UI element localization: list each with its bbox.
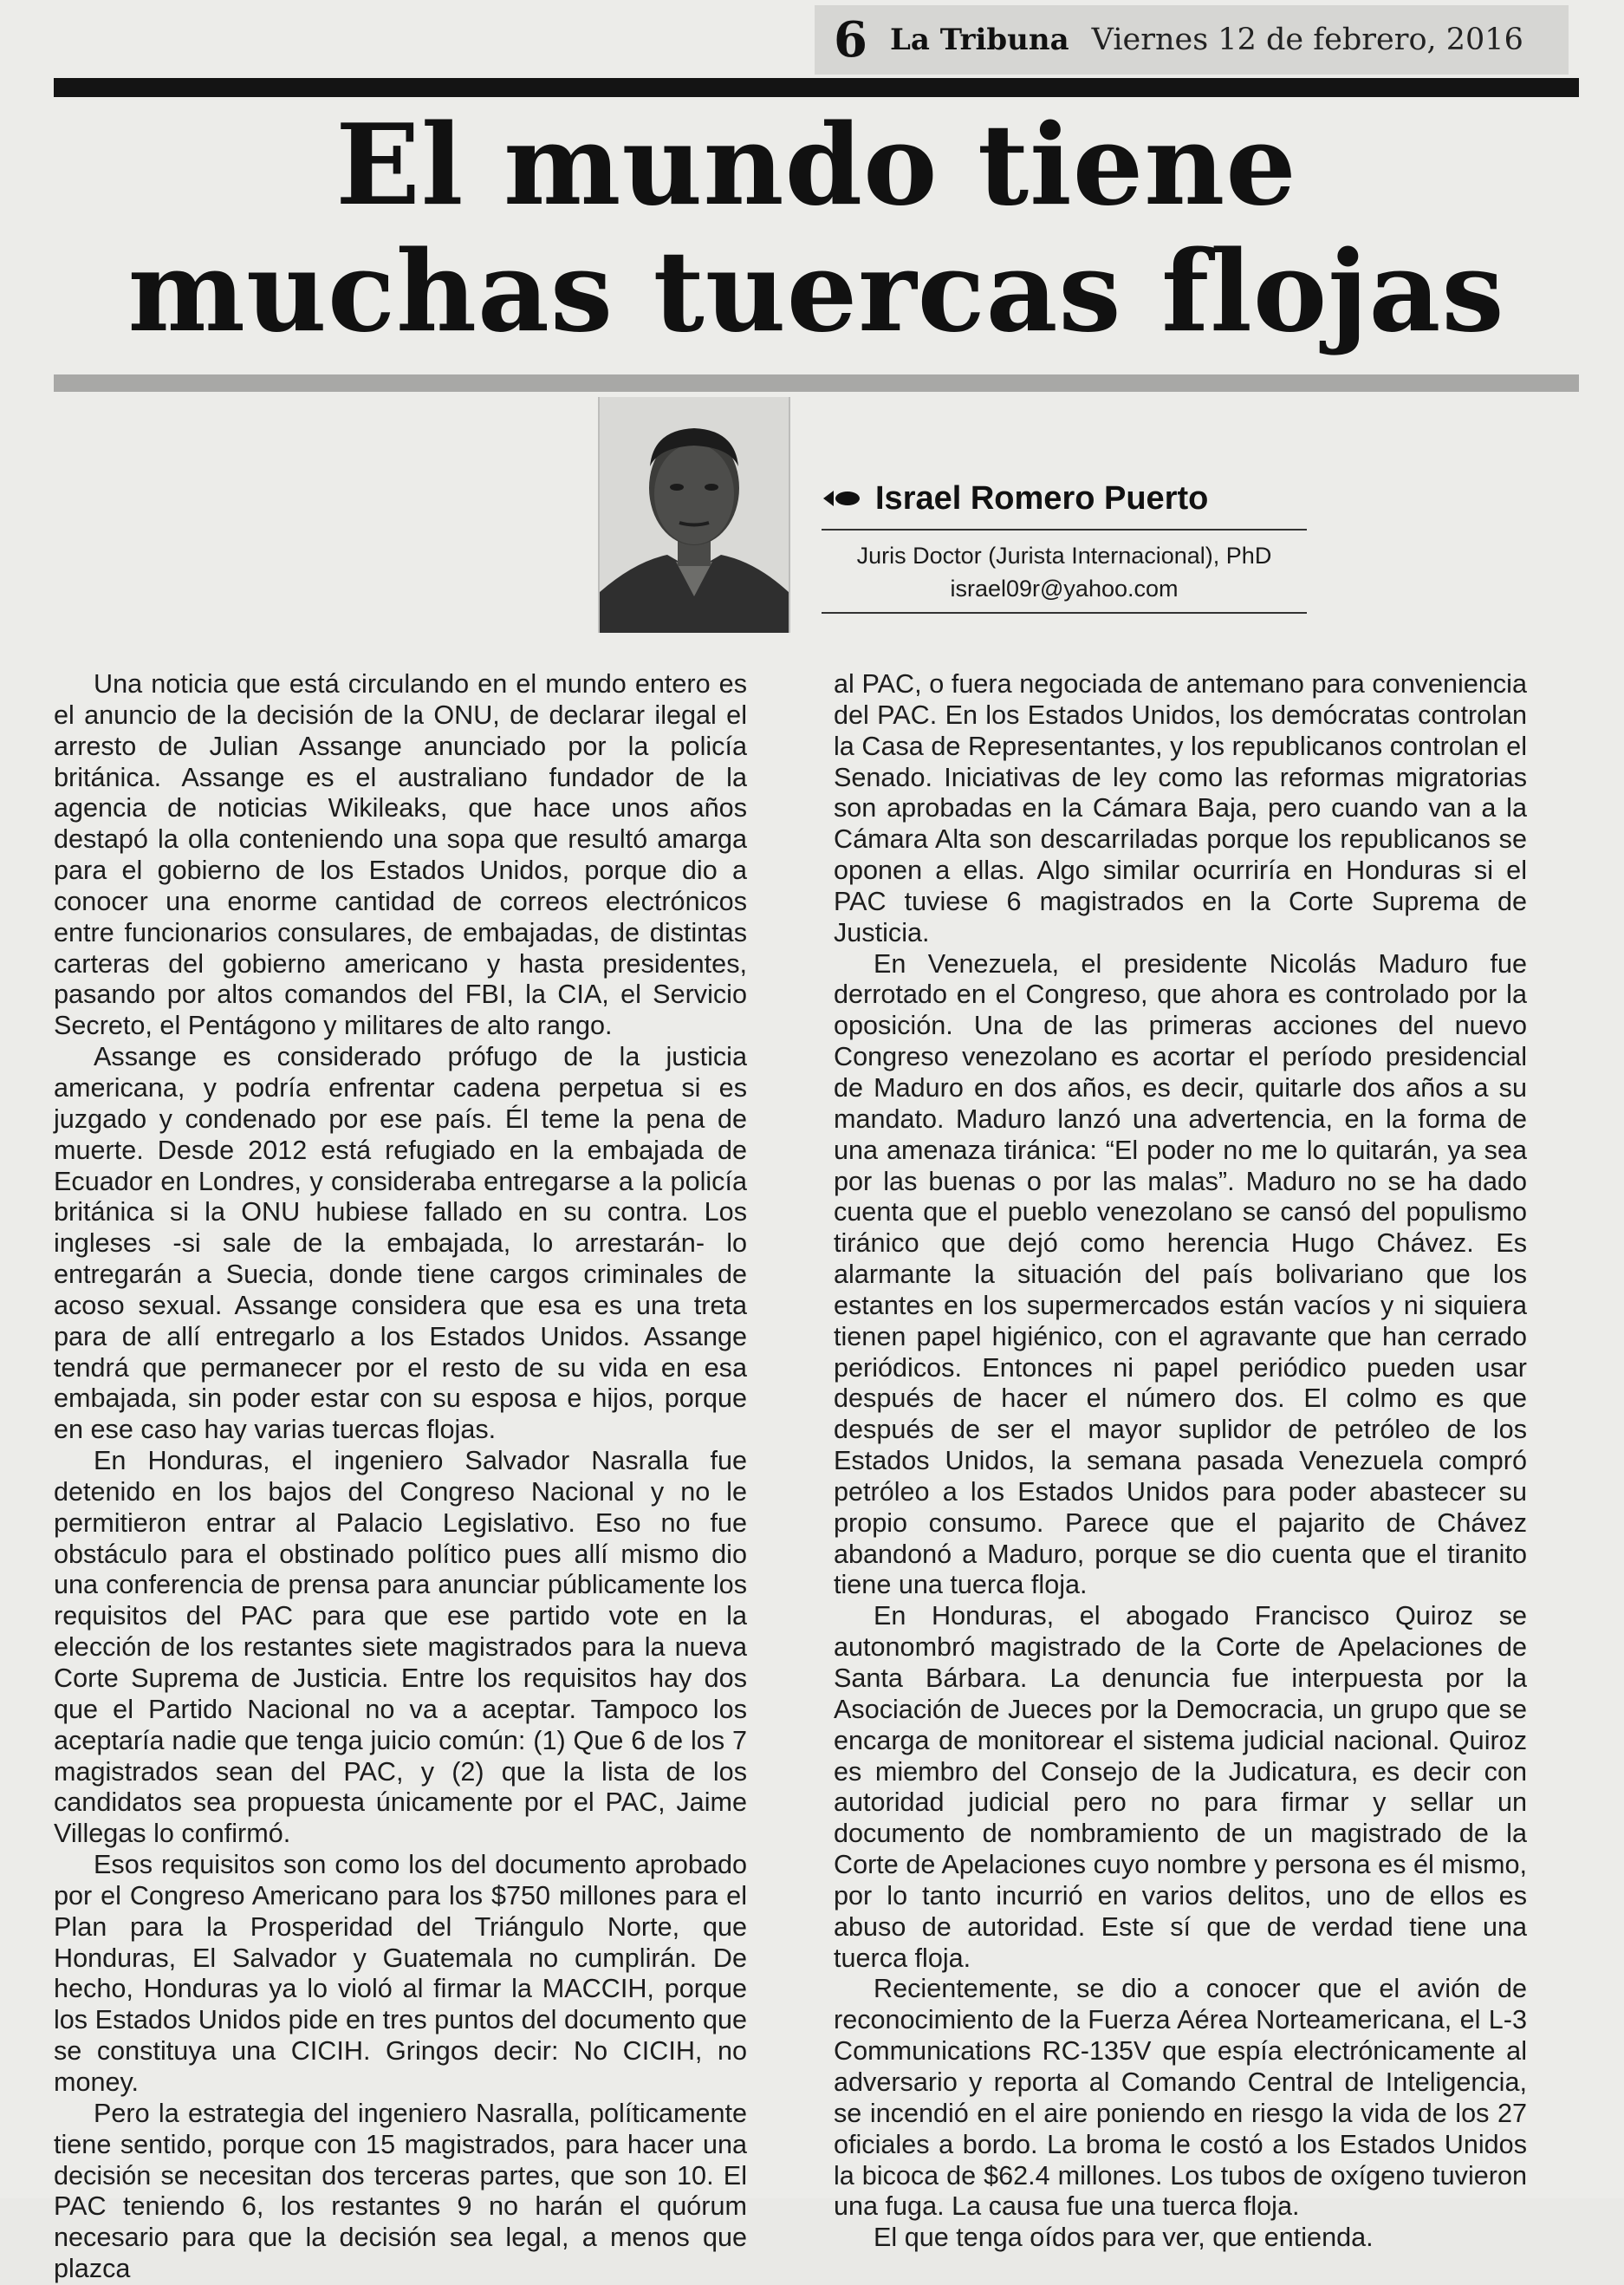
byline-rule-top bbox=[822, 529, 1307, 531]
paragraph: Pero la estrategia del ingeniero Nasralla, políticamente tiene sentido, porque con 15 magistrados, para hacer una decisión se necesitan dos terceras partes, que son 10. El PAC teniendo 6, los restantes 9 no harán el quórum necesario para que la decisión sea legal, a menos que plazca bbox=[54, 2098, 747, 2284]
author-name-row bbox=[822, 475, 1307, 522]
author-credentials: Juris Doctor (Jurista Internacional), PhD bbox=[856, 543, 1272, 569]
headline-line-1: El mundo tiene bbox=[335, 101, 1297, 231]
paragraph: al PAC, o fuera negociada de antemano para conveniencia del PAC. En los Estados Unidos, los demócratas controlan la Casa de Representantes, y los republicanos controlan el Senado. Iniciativas de ley como las reformas migratorias son aprobadas en la Cámara Baja, pero cuando van a la Cámara Alta son descarriladas porque los republicanos se oponen a ellas. Algo similar ocurriría en Honduras si el PAC tuviese 6 magistrados en la Corte Suprema de Justicia. bbox=[834, 669, 1527, 947]
publication-date: Viernes 12 de febrero, 2016 bbox=[1091, 23, 1523, 57]
author-photo bbox=[598, 397, 790, 633]
closing-line: El que tenga oídos para ver, que entienda. bbox=[874, 2223, 1374, 2253]
section-rule bbox=[54, 374, 1579, 392]
page-number: 6 bbox=[834, 11, 867, 68]
author-portrait-icon bbox=[600, 397, 789, 633]
bullet-arrow-icon bbox=[822, 489, 863, 508]
author-name: Israel Romero Puerto bbox=[875, 479, 1209, 517]
masthead bbox=[815, 5, 1569, 75]
paragraph: En Venezuela, el presidente Nicolás Maduro fue derrotado en el Congreso, que ahora es controlado por la oposición. Una de las primeras acciones del nuevo Congreso venezolano es acortar el período presidencial de Maduro en dos años, es decir, quitarle dos años a su mandato. Maduro lanzó una advertencia, en la forma de una amenaza tiránica: “El poder no me lo quitarán, ya sea por las buenas o por las malas”. Maduro no se ha dado cuenta que el pueblo venezolano se cansó del populismo tiránico que dejó como herencia Hugo Chávez. Es alarmante la situación del país bolivariano que los estantes en los supermercados están vacíos y ni siquiera tienen papel higiénico, con el agravante que han cerrado periódicos. Entonces ni papel periódico pueden usar después de hacer el número dos. El colmo es que después de ser el mayor suplidor de petróleo de los Estados Unidos, la semana pasada Venezuela compró petróleo a los Estados Unidos para poder abastecer su propio consumo. Parece que el pajarito de Chávez abandonó a Maduro, porque se dio cuenta que el tiranito tiene una tuerca floja. bbox=[834, 948, 1527, 1600]
headline bbox=[54, 102, 1579, 355]
byline-rule-bottom bbox=[822, 612, 1307, 614]
paragraph: En Honduras, el ingeniero Salvador Nasralla fue detenido en los bajos del Congreso Nacional y no le permitieron entrar al Palacio Legislativo. Eso no fue obstáculo para el obstinado político pues allí mismo dio una conferencia de prensa para anunciar públicamente los requisitos del PAC para que ese partido vote en la elección de los restantes siete magistrados para la nueva Corte Suprema de Justicia. Entre los requisitos hay dos que el Partido Nacional no va a aceptar. Tampoco los aceptaría nadie que tenga juicio común: (1) Que 6 de los 7 magistrados sean del PAC, y (2) que la lista de los candidatos sea propuesta únicamente por el PAC, Jaime Villegas lo confirmó. bbox=[54, 1446, 747, 1849]
top-rule bbox=[54, 78, 1579, 97]
paper-name: La Tribuna bbox=[889, 23, 1069, 57]
paragraph: Recientemente, se dio a conocer que el avión de reconocimiento de la Fuerza Aérea Norteamericana, el L-3 Communications RC-135V que espía electrónicamente al adversario y reporta al Comando Central de Inteligencia, se incendió en el aire poniendo en riesgo la vida de los 27 oficiales a bordo. La broma le costó a los Estados Unidos la bicoca de $62.4 millones. Los tubos de oxígeno tuvieron una fuga. La causa fue una tuerca floja. bbox=[834, 1974, 1527, 2222]
paragraph: Una noticia que está circulando en el mundo entero es el anuncio de la decisión de la ONU, de declarar ilegal el arresto de Julian Assange anunciado por la policía británica. Assange es el australiano fundador de la agencia de noticias Wikileaks, que hace unos años destapó la olla conteniendo una sopa que resultó amarga para el gobierno de los Estados Unidos, porque dio a conocer una enorme cantidad de correos electrónicos entre funcionarios consulares, de embajadas, de distintas carteras del gobierno americano y hasta presidentes, pasando por altos comandos del FBI, la CIA, el Servicio Secreto, el Pentágono y militares de alto rango. bbox=[54, 669, 747, 1041]
article-column-left bbox=[54, 669, 747, 2285]
paragraph: En Honduras, el abogado Francisco Quiroz se autonombró magistrado de la Corte de Apelaciones de Santa Bárbara. La denuncia fue interpuesta por la Asociación de Jueces por la Democracia, un grupo que se encarga de monitorear el sistema judicial nacional. Quiroz es miembro del Consejo de la Judicatura, es decir con autoridad judicial pero no para firmar y sellar un documento de nombramiento de un magistrado de la Corte de Apelaciones cuyo nombre y persona es él mismo, por lo tanto incurrió en varios delitos, uno de ellos es abuso de autoridad. Este sí que de verdad tiene una tuerca floja. bbox=[834, 1601, 1527, 1973]
headline-line-2: muchas tuercas flojas bbox=[127, 227, 1505, 357]
byline bbox=[822, 475, 1307, 622]
author-email: israel09r@yahoo.com bbox=[950, 576, 1179, 602]
paragraph: Assange es considerado prófugo de la justicia americana, y podría enfrentar cadena perpetua si es juzgado y condenado por ese país. Él teme la pena de muerte. Desde 2012 está refugiado en la embajada de Ecuador en Londres, y consideraba entregarse a la policía británica si la ONU hubiese fallado en su contra. Los ingleses -si sale de la embajada, lo arrestarán- lo entregarán a Suecia, donde tiene cargos criminales de acoso sexual. Assange considera que esa es una treta para de allí entregarlo a los Estados Unidos. Assange tendrá que permanecer por el resto de su vida en esa embajada, sin poder estar con su esposa e hijos, porque en ese caso hay varias tuercas flojas. bbox=[54, 1042, 747, 1445]
paragraph: Esos requisitos son como los del documento aprobado por el Congreso Americano para los $750 millones para el Plan para la Prosperidad del Triángulo Norte, que Honduras, El Salvador y Guatemala no cumplirán. De hecho, Honduras ya lo violó al firmar la MACCIH, porque los Estados Unidos pide en tres puntos del documento que se constituya una CICIH. Gringos decir: No CICIH, no money. bbox=[54, 1850, 747, 2097]
article-column-right bbox=[834, 669, 1527, 2254]
